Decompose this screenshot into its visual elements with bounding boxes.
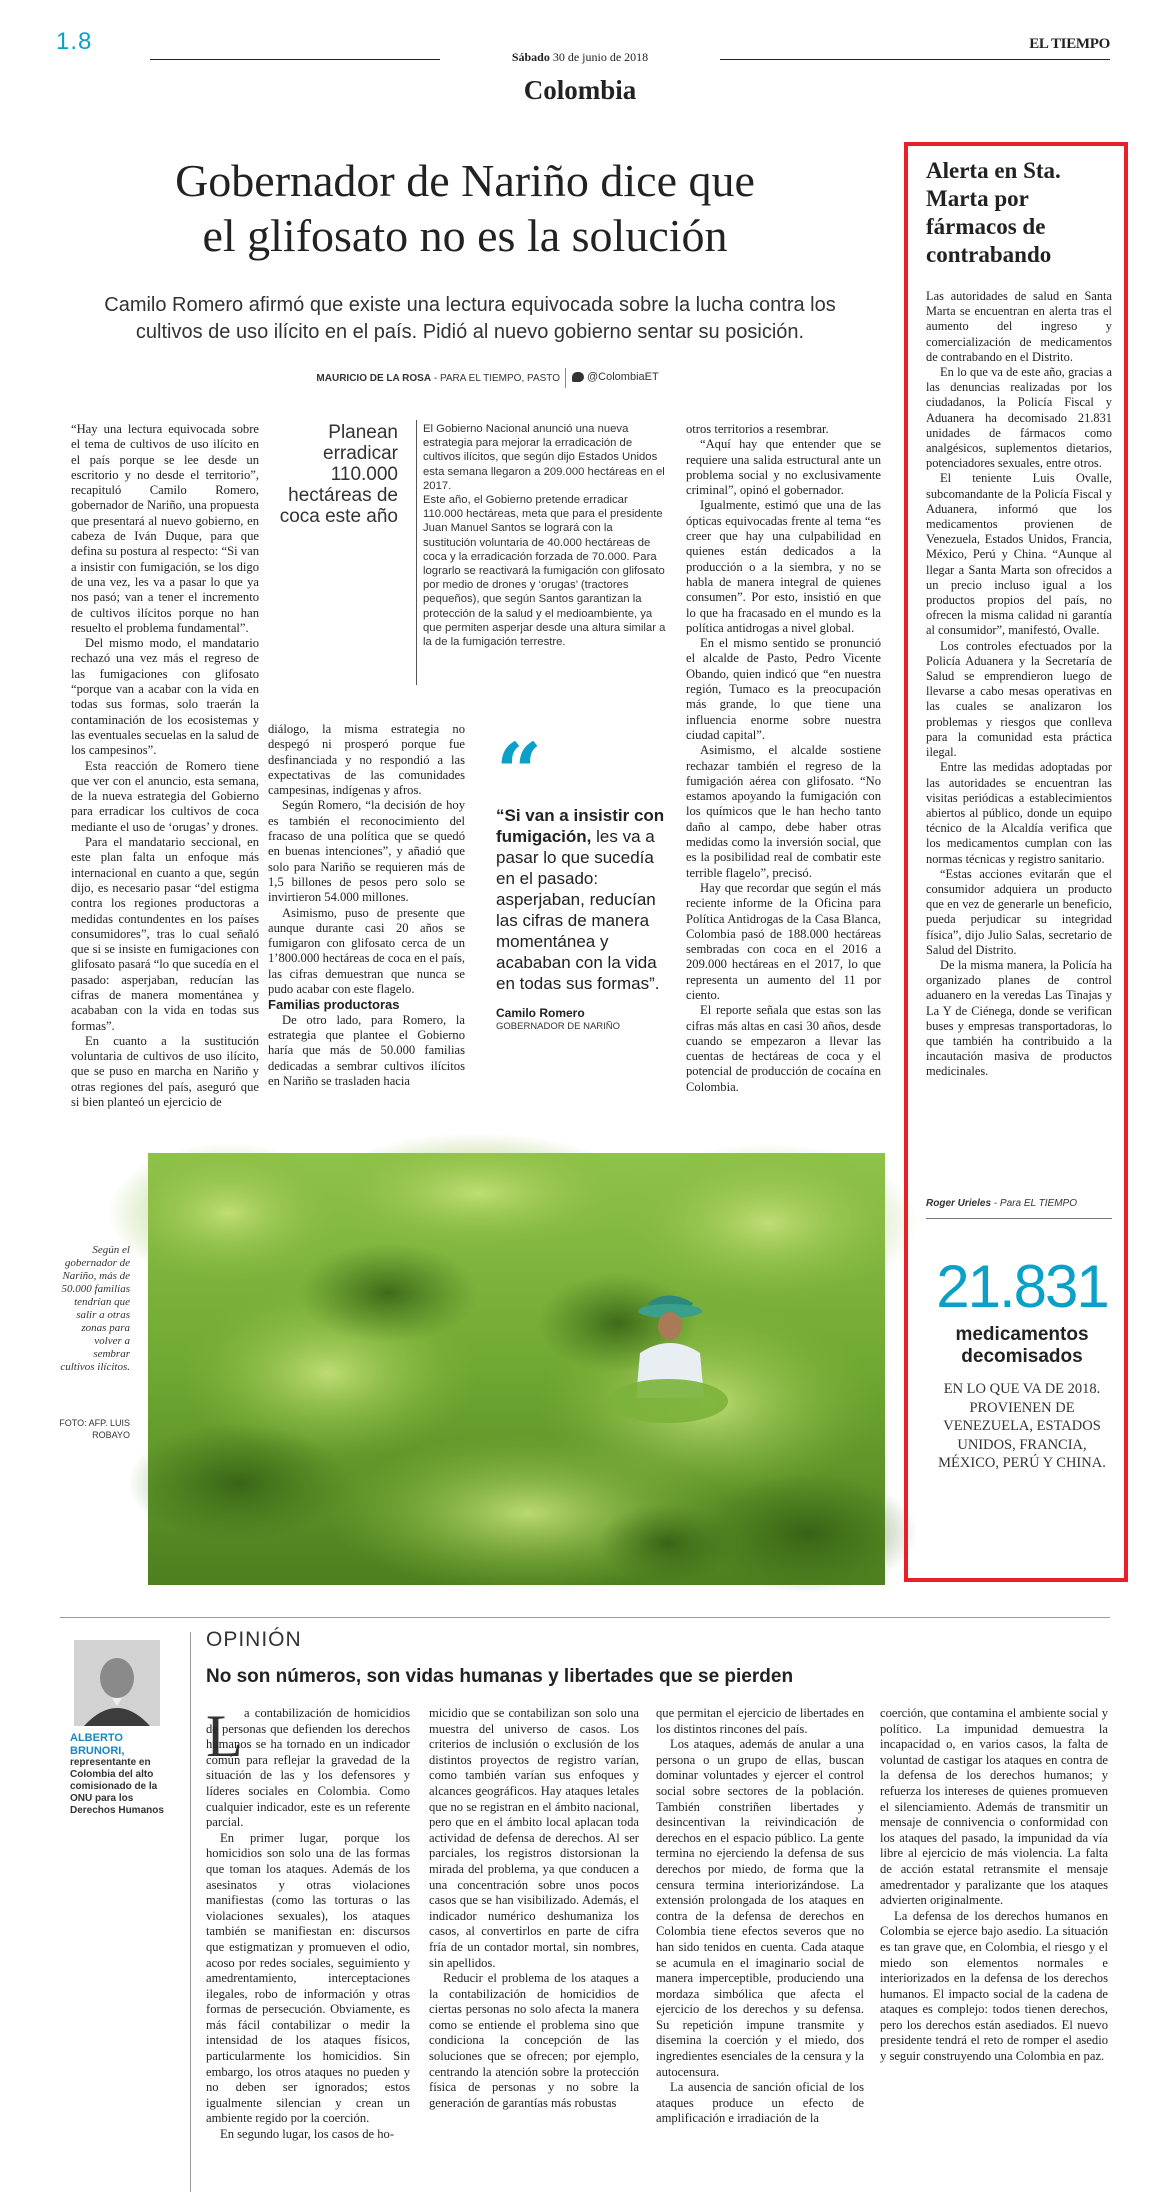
coca-field-photo <box>148 1153 885 1585</box>
paragraph: Las autoridades de salud en Santa Marta se encuentran en alerta tras el aumento del ingreso y comercialización de medicamentos de contrabando en el Distrito. <box>926 289 1112 364</box>
paragraph: Entre las medidas adoptadas por las autoridades se encuentran las visitas periódicas a establecimientos abiertos al público, donde un equipo técnico de la Alcaldía verifica que los medicamentos cumplan con las normas técnicas y registro sanitario. <box>926 760 1112 866</box>
big-number-label: medicamentos decomisados <box>955 1324 1089 1367</box>
opinion-author-name: ALBERTO BRUNORI, <box>70 1732 125 1757</box>
date-rest: 30 de junio de 2018 <box>552 50 649 64</box>
brand-logo: EL TIEMPO <box>1029 36 1110 52</box>
paragraph: Asimismo, el alcalde sostiene rechazar también el regreso de la fumigación aérea con glifosato. “No estamos apoyando la fumigación con los químicos que le han hecho tanto daño al campo, debe haber otras medidas como la inversión social, que es la posibilidad real de combatir este terrible flagelo”, precisó. <box>686 743 881 880</box>
byline-rest: - PARA EL TIEMPO, PASTO <box>431 373 560 384</box>
photo-credit: FOTO: AFP. LUIS ROBAYO <box>59 1418 130 1440</box>
paragraph: coerción, que contamina el ambiente social y político. La impunidad demuestra la incapacidad o, en varios casos, la falta de voluntad de castigar los ataques en contra de la defensa de los derechos humanos; y refuerza los intereses de quienes promueven el silenciamiento. Además de transmitir un mensaje de connivencia o conformidad con los ataques del pasado, la impunidad da vía libre al ejercicio de más violencia. La falta de acción estatal retransmite el mensaje amedrentador y paralizante que los ataques advierten originalmente. <box>880 1706 1108 1908</box>
opinion-section-label: OPINIÓN <box>206 1628 302 1651</box>
sidebar-headline: Planean erradicar 110.000 hectáreas de coca este año <box>279 422 398 527</box>
header-rule-left <box>150 59 440 60</box>
paragraph: micidio que se contabilizan son solo una muestra del universo de casos. Los criterios de inclusión o exclusión de los distintos proyectos de registro varían, como también varían sus enfoques y alcances geográficos. Hay ataques letales que no se registran en el ámbito nacional, pero que en el ámbito local aplacan toda actividad de defensa de derechos. Al ser parciales, los registros distorsionan la mirada del problema, ya que conducen a una concentración sobre unos pocos casos que se han visibilizado. Además, el indicador numérico deshumaniza los casos, al convertirlos en parte de cifra fría de un contador mortal, sin nombres, sin apellidos. <box>429 1706 639 1970</box>
paragraph: Esta reacción de Romero tiene que ver con el anuncio, esta semana, de la nueva estrategia del Gobierno para erradicar los cultivos de coca mediante el uso de ‘orugas’ y drones. <box>71 758 259 834</box>
sidebar-paragraph: El Gobierno Nacional anunció una nueva estrategia para mejorar la erradicación de cultivos ilícitos, que según dijo Estados Unidos esta semana llegaron a 209.000 hectáreas en el 2017. <box>423 423 665 492</box>
paragraph: otros territorios a resembrar. <box>686 422 829 436</box>
paragraph: Para el mandatario seccional, en este plan falta un enfoque más internacional en cuanto a que, según dijo, es necesario pasar “del estigma contra los regiones productoras a medidas contundentes en los países consumidores”, tras lo cual señaló que si se insiste en fumigaciones con glifosato pasará “lo que sucedía en el pasado: asperjaban, reducían las cifras de manera momentánea y acababan con la vida en todas sus formas”. <box>71 835 259 1033</box>
photo-caption: Según el gobernador de Nariño, más de 50.000 familias tendrían que salir a otras zonas para volver a sembrar cultivos ilícitos. <box>60 1244 130 1373</box>
paragraph: Los ataques, además de anular a una persona o un grupo de ellas, buscan dominar voluntades y ejercer el control social sobre sectores de la población. También constriñen libertades y desincentivan la reivindicación de derechos en el espacio público. La gente termina no ejerciendo la defensa de sus derechos por miedo, de forma que la censura termina interiorizándose. La extensión prolongada de los ataques en contra de la defensa de derechos en Colombia tiene efectos severos que no han sido tenidos en cuenta. Cada ataque se acumula en el imaginario social de manera imperceptible, produciendo una mordaza simbólica que afecta el ejercicio de los derechos y su defensa. Su repetición impune transmite y disemina la coerción y el miedo, dos ingredientes esenciales de la censura y la autocensura. <box>656 1737 864 2079</box>
alert-author-for: - Para EL TIEMPO <box>991 1198 1077 1209</box>
photo-illustration <box>148 1153 885 1585</box>
sidebar-paragraph: Este año, el Gobierno pretende erradicar 110.000 hectáreas, meta que para el presidente Juan Manuel Santos se logrará con la sustitución voluntaria de 40.000 hectáreas de coca y la erradicación forzada de 70.000. Para lograrlo se reactivará la fumigación con glifosato por medio de drones y ‘orugas’ (tractores pequeños), que según Santos garantizan la protección de la salud y el medioambiente, ya que permiten asperjar desde una altura similar a la de la fumigación terrestre. <box>423 494 666 649</box>
pull-quote-bold: “Si van a insistir con fumigación, <box>496 806 665 846</box>
paragraph: Hay que recordar que según el más reciente informe de la Oficina para Política Antidrogas de la Casa Blanca, Colombia pasó de 188.000 hectáreas sembradas con coca en el 2016 a 209.000 hectáreas en el 2017, lo que representa un aumento del 11 por ciento. <box>686 880 881 1002</box>
twitter-handle-text: @ColombiaET <box>587 371 659 383</box>
opinion-headline: No son números, son vidas humanas y libertades que se pierden <box>206 1666 794 1687</box>
paragraph: “Aquí hay que entender que se requiere una salida estructural ante un problema social y no exclusivamente criminal”, opinó el gobernador. <box>686 437 881 498</box>
paragraph: Reducir el problema de los ataques a la contabilización de homicidios de ciertas personas no solo afecta la manera como se entiende el problema sino que condiciona la concepción de las soluciones que se ofrecen; por ejemplo, centrando la atención sobre la protección física de personas y no sobre la generación de garantías más robustas <box>429 1971 639 2110</box>
headline-line-2: el glifosato no es la solución <box>202 210 728 261</box>
page-number: 1.8 <box>56 28 93 55</box>
paragraph: En segundo lugar, los casos de ho- <box>220 2127 395 2142</box>
pull-quote <box>496 805 666 994</box>
sidebar-divider <box>416 420 417 685</box>
alert-author-name: Roger Urieles <box>926 1198 992 1209</box>
paragraph: En el mismo sentido se pronunció el alcalde de Pasto, Pedro Vicente Obando, quien indicó que “en nuestra región, Tumaco es la preocupación más grande, lo que tiene una influencia enorme sobre nuestra ciudad capital”. <box>686 636 881 742</box>
header-rule-right <box>720 59 1110 60</box>
quote-author: Camilo Romero <box>496 1006 585 1020</box>
paragraph: De la misma manera, la Policía ha organizado planes de control aduanero en la veredas Las Tinajas y La Y de Ciénega, donde se verifican buses y empresas transportadoras, lo que también ha contribuido a la incautación masiva de productos medicinales. <box>926 957 1112 1079</box>
alert-box-author <box>926 1198 1112 1209</box>
paragraph: El teniente Luis Ovalle, subcomandante de la Policía Fiscal y Aduanera, informó que los medicamentos provienen de Venezuela, Estados Unidos, Francia, México, Perú y China. “Aunque al llegar a Santa Marta son ofrecidos a un precio incluso igual a los productos propios del país, no ofrecen la misma calidad ni garantía al consumidor”, manifestó, Ovalle. <box>926 471 1112 638</box>
paragraph: En lo que va de este año, gracias a las denuncias realizadas por los ciudadanos, la Policía Fiscal y Aduanera ha decomisado 21.831 unidades de fármacos como analgésicos, suplementos dietarios, potenciadores sexuales, entre otros. <box>926 365 1112 471</box>
quote-mark-icon: “ <box>496 725 543 819</box>
opinion-top-rule <box>60 1617 1110 1618</box>
subheading: Familias productoras <box>268 997 400 1013</box>
paragraph: La defensa de los derechos humanos en Colombia se ejerce bajo asedio. La situación es tan grave que, en Colombia, el riesgo y el miedo son elementos normales e interiorizados en la defensa de los derechos humanos. El impacto social de la cadena de ataques es complejo: todos tienen derechos, pero los derechos están asediados. El nuevo presidente tendrá el reto de romper el asedio y seguir construyendo una Colombia en paz. <box>880 1908 1108 2064</box>
alert-box-text <box>926 289 1112 1189</box>
paragraph: La ausencia de sanción oficial de los ataques produce un efecto de amplificación e irradiación de la <box>656 2080 864 2126</box>
alert-box-title: Alerta en Sta. Marta por fármacos de contrabando <box>926 158 1061 267</box>
byline-divider <box>565 368 566 388</box>
opinion-vertical-rule <box>190 1632 191 2192</box>
paragraph: “Estas acciones evitarán que el consumidor adquiera un producto que en vez de generarle un beneficio, pueda perjudicar su integridad física”, dijo Julio Salas, secretario de Salud del Distrito. <box>926 866 1112 957</box>
article-lead: Camilo Romero afirmó que existe una lectura equivocada sobre la lucha contra los cultivos de uso ilícito en el país. Pidió al nuevo gobierno sentar su posición. <box>104 294 836 343</box>
twitter-icon <box>572 372 584 382</box>
byline-author: MAURICIO DE LA ROSA <box>316 373 432 384</box>
quote-role: GOBERNADOR DE NARIÑO <box>496 1021 621 1032</box>
big-number-desc: EN LO QUE VA DE 2018. PROVIENEN DE VENEZUELA, ESTADOS UNIDOS, FRANCIA, MÉXICO, PERÚ Y CHINA. <box>938 1381 1106 1471</box>
issue-date <box>440 50 720 65</box>
paragraph: diálogo, la misma estrategia no despegó ni prosperó porque fue desfinanciada y no respondió a las expectativas de las comunidades campesinas, indígenas y afros. <box>268 722 465 798</box>
paragraph: Los controles efectuados por la Policía Aduanera y la Secretaría de Salud se emprendieron luego de llevarse a cabo mesas operativas en las cuales se analizaron los problemas y riesgos que conlleva para la comunidad esta práctica ilegal. <box>926 638 1112 760</box>
paragraph: Asimismo, puso de presente que aunque durante casi 20 años se fumigaron con glifosato cerca de un 1’800.000 hectáreas de coca en el país, las cifras demuestran que nunca se pudo acabar con este flagelo. <box>268 905 465 997</box>
article-headline <box>60 153 870 263</box>
opinion-column-4 <box>880 1706 1108 2191</box>
opinion-column-1 <box>206 1703 410 2191</box>
pull-quote-rest: les va a pasar lo que sucedía en el pasado: asperjaban, reducían las cifras de manera momentánea y acababan con la vida en todas sus formas”. <box>496 827 660 993</box>
paragraph: “Hay una lectura equivocada sobre el tema de cultivos de uso ilícito en el país porque se lee desde un escritorio y no desde el territorio”, recapituló Camilo Romero, gobernador de Nariño, una propuesta que presentará al nuevo gobierno, en cabeza de Iván Duque, para que defina su postura al respecto: “Si van a insistir con fumigación, se los digo de una vez, les va a pasar lo que ya nos pasó; van a tener el incremento de cultivos ilícitos porque no han resuelto el problema fundamental”. <box>71 422 259 635</box>
headline-line-1: Gobernador de Nariño dice que <box>175 155 755 206</box>
paragraph: De otro lado, para Romero, la estrategia que plantee el Gobierno haría que más de 50.000 familias dedicadas a sembrar cultivos ilícitos en Nariño se trasladen hacia <box>268 1012 465 1088</box>
author-avatar-illustration <box>74 1640 160 1726</box>
paragraph: En cuanto a la sustitución voluntaria de cultivos de uso ilícito, que se puso en marcha en Nariño y otras regiones del país, aseguró que si bien planteó un ejercicio de <box>71 1033 259 1110</box>
opinion-author-role: representante en Colombia del alto comisionado de la ONU para los Derechos Humanos <box>70 1757 164 1816</box>
opinion-column-3 <box>656 1706 864 2191</box>
article-column-1 <box>71 422 259 1110</box>
section-title: Colombia <box>523 75 637 105</box>
paragraph: En primer lugar, porque los homicidios son solo una de las formas que toman los ataques. Además de los asesinatos y otras violaciones manifiestas (como las torturas o las violaciones sexuales), los ataques también se manifiestan en: discursos que estigmatizan y promueven el odio, acoso por redes sociales, seguimiento y amedrentamiento, interceptaciones ilegales, robo de información y otras formas de persecución. Obviamente, es más fácil contabilizar o medir la intensidad de los ataques físicos, particularmente los homicidios. Sin embargo, los otros ataques no pueden y no deben ser ignorados; estos igualmente silencian y crean un ambiente regido por la coerción. <box>206 1830 410 2126</box>
twitter-handle[interactable] <box>572 371 659 383</box>
dropcap: L <box>206 1703 243 1769</box>
author-avatar <box>74 1640 160 1726</box>
date-day: Sábado <box>511 50 550 64</box>
sidebar-text <box>423 422 666 687</box>
paragraph: Igualmente, estimó que una de las ópticas equivocadas frente al tema “es creer que hay una culpabilidad en quienes están dedicados a la producción o a la siembra, y no se habla de manera integral de quienes consumen”. Por esto, insistió en que lo que ha fracasado en el mundo es la política antidrogas a nivel global. <box>686 498 881 635</box>
paragraph: que permitan el ejercicio de libertades en los distintos rincones del país. <box>656 1706 864 1736</box>
big-number: 21.831 <box>936 1253 1108 1320</box>
article-column-2 <box>268 722 465 1088</box>
paragraph: Según Romero, “la decisión de hoy es también el reconocimiento del fracaso de una política que se quedó en buenas intenciones”, y añadió que solo para Nariño se requieren más de 1,5 billones de pesos pero solo se invirtieron 54.000 millones. <box>268 798 465 905</box>
alert-box-divider <box>926 1218 1112 1219</box>
paragraph: Del mismo modo, el mandatario rechazó una vez más el regreso de las fumigaciones con glifosato “porque van a acabar con la vida en todas sus formas, solo traerán la contaminación de los ecosistemas y las eventuales secuelas en la salud de los campesinos”. <box>71 636 259 758</box>
paragraph: a contabilización de homicidios de personas que defienden los derechos humanos se ha tornado en un indicador común para reflejar la gravedad de la situación de las y los defensores y líderes sociales en Colombia. Como cualquier indicador, este es un referente parcial. <box>206 1706 410 1830</box>
byline <box>310 373 560 384</box>
article-column-3 <box>686 422 881 1102</box>
paragraph: El reporte señala que estas son las cifras más altas en casi 30 años, desde cuando se empezaron a llevar las cuentas de hectáreas de coca y el potencial de producción de cocaína en Colombia. <box>686 1003 881 1094</box>
opinion-column-2 <box>429 1706 639 2191</box>
